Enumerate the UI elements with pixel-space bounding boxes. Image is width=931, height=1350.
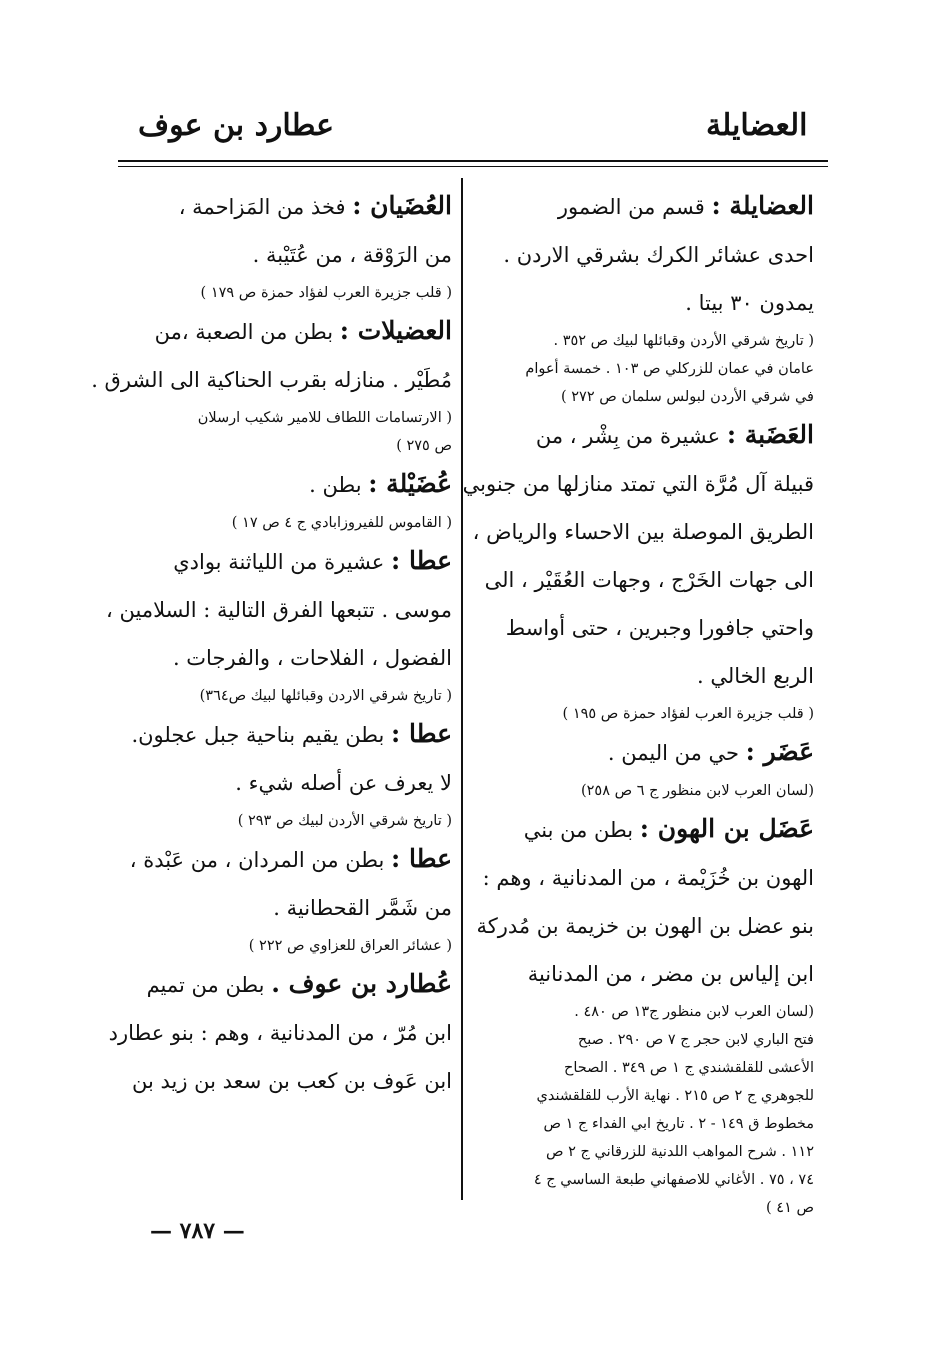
- text-line: [462, 460, 814, 508]
- reference-line: (لسان العرب لابن منظور ج ٦ ص ٢٥٨): [580, 783, 814, 799]
- reference-line: ( القاموس للفيروزابادي ج ٤ ص ١٧ ): [231, 515, 452, 531]
- entry-headword: العضيلات :: [339, 316, 452, 345]
- entry-headword: عَضَر :: [745, 737, 814, 766]
- entry-headword: عطا :: [391, 546, 452, 575]
- reference-line: ص ٤١ ): [766, 1200, 814, 1216]
- entry-headword: العَضَبة :: [726, 420, 814, 449]
- entry-text: بطن من الصعبة ،من: [154, 320, 340, 344]
- right-column: [462, 182, 814, 1222]
- entry-headword: عُطارد بن عوف .: [271, 969, 452, 998]
- text-line: [110, 634, 452, 682]
- entry-text: بطن .: [309, 473, 369, 497]
- entry-text: عشيرة من بِشْر ، من: [535, 424, 727, 448]
- text-line: [468, 231, 814, 279]
- entry-line: [110, 710, 452, 759]
- text-line: [468, 604, 814, 652]
- entry-text: بنو عضل بن الهون بن خزيمة بن مُدركة: [476, 914, 814, 938]
- entry-text: ابن مُرّ ، من المدنانية ، وهم : بنو عطارد: [108, 1021, 452, 1045]
- entry-text: احدى عشائر الكرك بشرقي الاردن .: [503, 243, 814, 267]
- entry-text: من الرَوْقة ، من عُتَيْبة .: [252, 243, 452, 267]
- reference-line: ( تاريخ شرقي الأردن لبيك ص ٢٩٣ ): [237, 813, 452, 829]
- header-right-title: العضايلة: [706, 108, 808, 143]
- text-line: [110, 1057, 452, 1105]
- text-line: [468, 556, 814, 604]
- entry-headword: عطا :: [391, 844, 452, 873]
- header-left-title: عطارد بن عوف: [138, 108, 335, 143]
- entry-text: حي من اليمن .: [607, 741, 746, 765]
- entry-headword: العُضَيان :: [352, 191, 452, 220]
- reference-line: ص ٢٧٥ ): [396, 438, 452, 454]
- entry-line: [468, 805, 814, 854]
- page-number: — ٧٨٧ —: [150, 1218, 245, 1244]
- entry-text: الطريق الموصلة بين الاحساء والرياض ،: [472, 520, 814, 544]
- reference-line: ٧٤ ، ٧٥ . الأغاني للاصفهاني طبعة الساسي ج ٤: [533, 1172, 814, 1188]
- reference-line: ( قلب جزيرة العرب لفؤاد حمزة ص ١٩٥ ): [562, 706, 814, 722]
- text-line: [468, 950, 814, 998]
- entry-text: عشيرة من اللياثنة بوادي: [173, 550, 392, 574]
- entry-line: [110, 960, 452, 1009]
- entry-text: الربع الخالي .: [697, 664, 814, 688]
- entry-text: بطن من بني: [523, 818, 640, 842]
- text-line: [91, 356, 452, 404]
- text-line: [468, 508, 814, 556]
- entry-text: لا يعرف عن أصله شيء .: [235, 771, 452, 795]
- entry-headword: العضايلة :: [711, 191, 814, 220]
- reference-line: ( تاريخ شرقي الاردن وقبائلها لبيك ص٣٦٤): [199, 688, 452, 704]
- entry-line: [468, 182, 814, 231]
- reference-line: ( الارتسامات اللطاف للامير شكيب ارسلان: [197, 410, 452, 426]
- reference-line: فتح الباري لابن حجر ج ٧ ص ٢٩٠ . صبح: [577, 1032, 814, 1048]
- entry-text: قبيلة آل مُرَّة التي تمتد منازلها من جنوبي: [462, 472, 814, 496]
- reference-line: الأعشى للقلقشندي ج ١ ص ٣٤٩ . الصحاح: [563, 1060, 814, 1076]
- entry-text: بطن من تميم: [146, 973, 272, 997]
- entry-text: ابن إلياس بن مضر ، من المدنانية: [527, 962, 814, 986]
- entry-text: موسى . تتبعها الفرق التالية : السلامين ،: [106, 598, 452, 622]
- header-rule-thin: [118, 166, 828, 167]
- entry-text: واحتي جافورا وجبرين ، حتى أواسط: [505, 616, 814, 640]
- entry-text: يمدون ٣٠ بيتا .: [685, 291, 814, 315]
- entry-line: [110, 537, 452, 586]
- reference-line: مخطوط ق ١٤٩ - ٢ . تاريخ ابي الفداء ج ١ ص: [543, 1116, 814, 1132]
- entry-text: الفضول ، الفلاحات ، والفرجات .: [172, 646, 452, 670]
- reference-line: ( عشائر العراق للعزاوي ص ٢٢٢ ): [248, 938, 452, 954]
- column-divider: [461, 178, 463, 1200]
- entry-line: [110, 835, 452, 884]
- entry-text: الهون بن خُزَيْمة ، من المدنانية ، وهم :: [482, 866, 814, 890]
- reference-line: عامان في عمان للزركلي ص ١٠٣ . خمسة أعوام: [525, 361, 814, 377]
- entry-text: من شَمَّر القحطانية .: [273, 896, 452, 920]
- entry-text: الى جهات الخَرْج ، وجهات العُقَيْر ، الى: [484, 568, 814, 592]
- entry-text: بطن من المردان ، من عَبْدة ،: [129, 848, 392, 872]
- entry-headword: عُضَيْلة :: [368, 469, 452, 498]
- reference-line: للجوهري ج ٢ ص ٢١٥ . نهاية الأرب للقلقشندي: [536, 1088, 814, 1104]
- text-line: [110, 1009, 452, 1057]
- text-line: [106, 586, 452, 634]
- entry-headword: عطا :: [391, 719, 452, 748]
- reference-line: ( قلب جزيرة العرب لفؤاد حمزة ص ١٧٩ ): [200, 285, 452, 301]
- text-line: [468, 652, 814, 700]
- text-line: [468, 279, 814, 327]
- text-line: [110, 759, 452, 807]
- entry-headword: عَضَل بن الهون :: [639, 814, 814, 843]
- reference-line: في شرقي الأردن لبولس سلمان ص ٢٧٢ ): [560, 389, 814, 405]
- reference-line: ١١٢ . شرح المواهب اللدنية للزرقاني ج ٢ ص: [545, 1144, 814, 1160]
- text-line: [110, 231, 452, 279]
- reference-line: ( تاريخ شرقي الأردن وقبائلها لبيك ص ٣٥٢ .: [553, 333, 814, 349]
- entry-line: [468, 728, 814, 777]
- reference-line: (لسان العرب لابن منظور ج١٣ ص ٤٨٠ .: [574, 1004, 814, 1020]
- entry-text: مُطَيْر . منازله بقرب الحناكية الى الشرق .: [91, 368, 452, 392]
- entry-line: [110, 182, 452, 231]
- entry-text: قسم من الضمور: [557, 195, 712, 219]
- left-column: [91, 182, 452, 1105]
- entry-line: [110, 307, 452, 356]
- text-line: [468, 854, 814, 902]
- entry-line: [110, 460, 452, 509]
- header-rule: [118, 160, 828, 162]
- entry-line: [468, 411, 814, 460]
- entry-text: ابن عَوف بن كعب بن سعد بن زيد بن: [131, 1069, 452, 1093]
- text-line: [110, 884, 452, 932]
- text-line: [468, 902, 814, 950]
- entry-text: بطن يقيم بناحية جبل عجلون.: [131, 723, 392, 747]
- entry-text: فخذ من المَزاحمة ،: [178, 195, 353, 219]
